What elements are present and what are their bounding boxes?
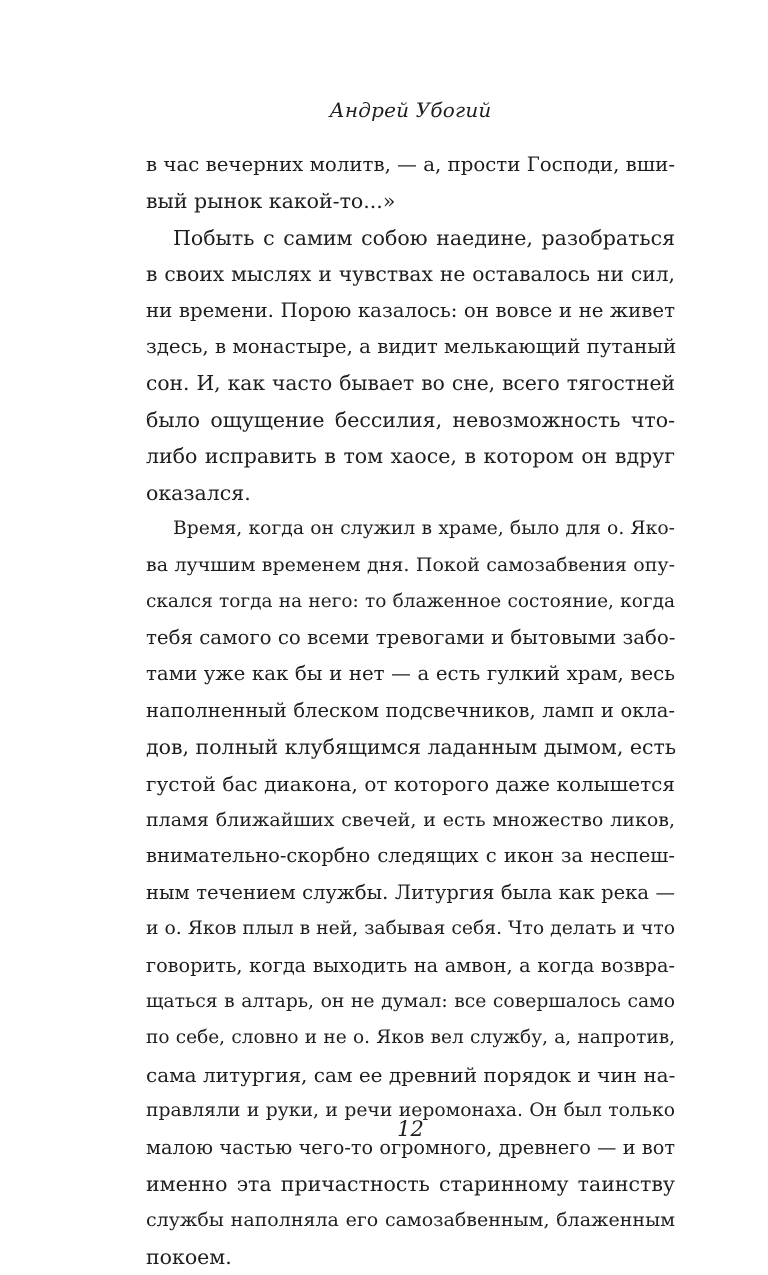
text-line: скался тогда на него: то блаженное состояние, когда	[146, 590, 675, 612]
text-line: ни времени. Порою казалось: он вовсе и не живет	[146, 298, 675, 322]
text-line: и о. Яков плыл в ней, забывая себя. Что делать и что	[146, 918, 675, 940]
paragraph	[146, 511, 675, 1275]
text-line: было ощущение бессилия, невозможность что-	[146, 407, 675, 432]
text-line: тами уже как бы и нет — а есть гулкий храм, весь	[146, 662, 675, 686]
body-text	[146, 147, 675, 1275]
text-line: правляли и руки, и речи иеромонаха. Он был только	[146, 1100, 675, 1122]
text-line: говорить, когда выходить на амвон, а когда возвра-	[146, 953, 675, 977]
text-line: ным течением службы. Литургия была как река —	[146, 880, 675, 904]
text-line: внимательно-скорбно следящих с икон за неспеш-	[146, 844, 675, 868]
running-head-author: Андрей Убогий	[329, 98, 492, 122]
text-line: покоем.	[146, 1244, 232, 1269]
text-line: сон. И, как часто бывает во сне, всего тягостней	[146, 371, 675, 396]
text-line: тебя самого со всеми тревогами и бытовыми забо-	[146, 626, 676, 650]
text-line: по себе, словно и не о. Яков вел службу, а, напротив,	[146, 1027, 675, 1049]
text-line: Побыть с самим собою наедине, разобраться	[173, 225, 675, 250]
text-line: пламя ближайших свечей, и есть множество ликов,	[146, 809, 675, 832]
text-line: щаться в алтарь, он не думал: все совершалось само	[146, 990, 675, 1012]
text-line: дов, полный клубящимся ладанным дымом, есть	[146, 735, 677, 760]
page-number: 12	[397, 1117, 424, 1141]
text-line: ва лучшим временем дня. Покой самозабвения опу-	[146, 554, 675, 577]
text-line: Время, когда он служил в храме, было для о. Яко-	[173, 517, 675, 539]
text-line: наполненный блеском подсвечников, ламп и окла-	[146, 698, 675, 722]
text-line: сама литургия, сам ее древний порядок и чин на-	[146, 1062, 676, 1087]
text-line: службы наполняла его самозабвенным, блаженным	[146, 1209, 675, 1232]
paragraph	[146, 220, 675, 511]
text-line: малою частью чего-то огромного, древнего — и вот	[146, 1135, 675, 1159]
text-line: либо исправить в том хаосе, в котором он вдруг	[146, 444, 675, 469]
text-line: оказался.	[146, 480, 251, 505]
paragraph	[146, 147, 675, 220]
text-line: густой бас диакона, от которого даже колышется	[146, 771, 675, 796]
text-line: здесь, в монастыре, а видит мелькающий путаный	[146, 334, 677, 358]
text-line: в своих мыслях и чувствах не оставалось ни сил,	[146, 262, 675, 287]
text-line: в час вечерних молитв, — а, прости Господи, вши-	[146, 153, 675, 176]
text-line: вый рынок какой-то...»	[146, 189, 396, 214]
text-line: именно эта причастность старинному таинству	[146, 1171, 675, 1196]
